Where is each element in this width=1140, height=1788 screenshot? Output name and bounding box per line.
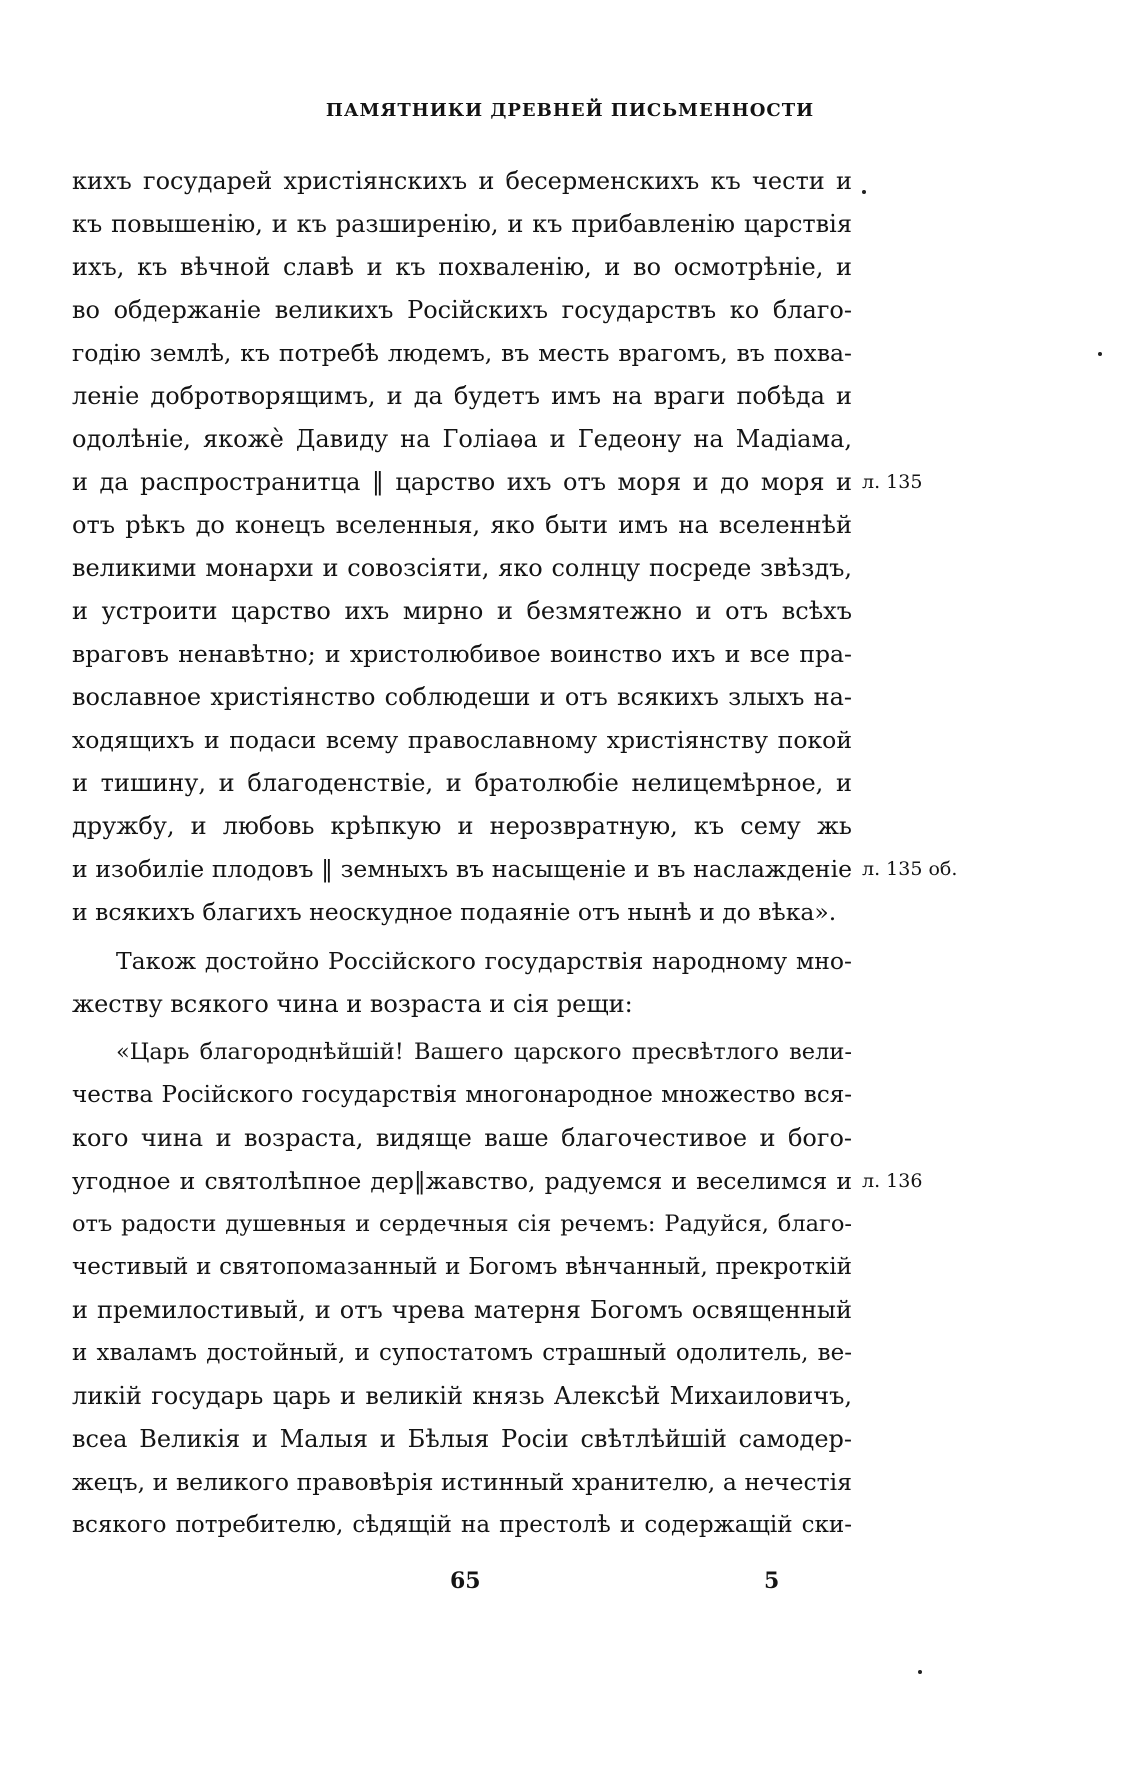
text-line: всеа Великія и Малыя и Бѣлыя Росіи свѣтлѣйшій самодер- bbox=[72, 1425, 852, 1453]
speck-decoration bbox=[862, 190, 866, 194]
text-line: леніе добротворящимъ, и да будетъ имъ на враги побѣда и bbox=[72, 382, 852, 410]
text-line: и да распространитца ‖ царство ихъ отъ моря и до моря и bbox=[72, 468, 852, 496]
text-line: одолѣніе, якожѐ Давиду на Голіаѳа и Гедеону на Мадіама, bbox=[72, 425, 852, 453]
text-line: вославное христіянство соблюдеши и отъ всякихъ злыхъ на- bbox=[72, 683, 852, 711]
text-line: годію землѣ, къ потребѣ людемъ, въ месть врагомъ, въ похва- bbox=[72, 339, 852, 367]
text-line: и тишину, и благоденствіе, и братолюбіе нелицемѣрное, и bbox=[72, 769, 852, 797]
text-line: чества Російского государствія многонародное множество вся- bbox=[72, 1082, 852, 1108]
text-line: къ повышенію, и къ разширенію, и къ прибавленію царствія bbox=[72, 210, 852, 238]
text-line: «Царь благороднѣйшій! Вашего царского пресвѣтлого вели- bbox=[116, 1039, 852, 1065]
margin-note-folio: л. 135 bbox=[862, 471, 923, 493]
page-number: 65 bbox=[450, 1568, 481, 1594]
text-line: враговъ ненавѣтно; и христолюбивое воинство ихъ и все пра- bbox=[72, 640, 852, 668]
margin-note-folio: л. 135 об. bbox=[862, 858, 958, 880]
text-line: великими монархи и совозсіяти, яко солнцу посреде звѣздъ, bbox=[72, 554, 852, 582]
margin-note-folio: л. 136 bbox=[862, 1170, 923, 1192]
text-line: и премилостивый, и отъ чрева матерня Богомъ освященный bbox=[72, 1296, 852, 1324]
text-line: отъ рѣкъ до конецъ вселенныя, яко быти имъ на вселеннѣй bbox=[72, 511, 852, 539]
text-line: кихъ государей христіянскихъ и бесерменскихъ къ чести и bbox=[72, 167, 852, 195]
text-line: отъ радости душевныя и сердечныя сія речемъ: Радуйся, благо- bbox=[72, 1211, 852, 1237]
text-line: Також достойно Россійского государствія народному мно- bbox=[116, 947, 852, 975]
speck-decoration bbox=[1098, 352, 1102, 356]
text-line: и изобиліе плодовъ ‖ земныхъ въ насыщеніе и въ наслажденіе bbox=[72, 855, 852, 883]
text-line: и хваламъ достойный, и супостатомъ страшный одолитель, ве- bbox=[72, 1340, 852, 1366]
speck-decoration bbox=[918, 1670, 922, 1674]
text-line: ходящихъ и подаси всему православному христіянству покой bbox=[72, 726, 852, 754]
text-line: ликій государь царь и великій князь Алексѣй Михаиловичъ, bbox=[72, 1382, 852, 1410]
text-line: во обдержаніе великихъ Російскихъ государствъ ко благо- bbox=[72, 296, 852, 324]
running-header: ПАМЯТНИКИ ДРЕВНЕЙ ПИСЬМЕННОСТИ bbox=[325, 100, 815, 121]
text-line: ихъ, къ вѣчной славѣ и къ похваленію, и во осмотрѣніе, и bbox=[72, 253, 852, 281]
text-line: всякого потребителю, сѣдящій на престолѣ и содержащій ски- bbox=[72, 1512, 852, 1538]
text-line: жеству всякого чина и возраста и сія рещи: bbox=[72, 990, 633, 1018]
text-line: дружбу, и любовь крѣпкую и нерозвратную, къ сему жь bbox=[72, 812, 852, 840]
text-line: честивый и святопомазанный и Богомъ вѣнчанный, прекроткій bbox=[72, 1254, 852, 1280]
text-line: и всякихъ благихъ неоскудное подаяніе отъ нынѣ и до вѣка». bbox=[72, 898, 837, 926]
text-line: угодное и святолѣпное дер‖жавство, радуемся и веселимся и bbox=[72, 1167, 852, 1195]
text-line: кого чина и возраста, видяще ваше благочестивое и бого- bbox=[72, 1124, 852, 1152]
text-line: жецъ, и великого правовѣрія истинный хранителю, а нечестія bbox=[72, 1468, 852, 1496]
signature-mark: 5 bbox=[764, 1568, 780, 1594]
text-line: и устроити царство ихъ мирно и безмятежно и отъ всѣхъ bbox=[72, 597, 852, 625]
